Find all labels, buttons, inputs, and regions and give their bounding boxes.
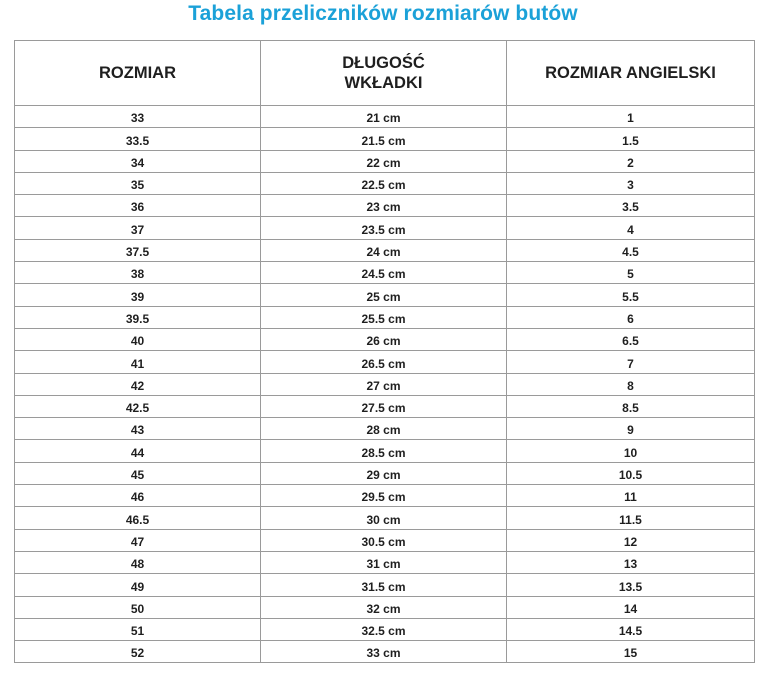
- table-row: [15, 172, 755, 194]
- cell-insole-length: 25 cm: [261, 284, 507, 306]
- cell-size: 43: [15, 418, 261, 440]
- cell-size: 42: [15, 373, 261, 395]
- cell-insole-length: 31 cm: [261, 551, 507, 573]
- cell-uk-size: 4: [507, 217, 755, 239]
- cell-uk-size: 5.5: [507, 284, 755, 306]
- cell-uk-size: 15: [507, 641, 755, 663]
- cell-uk-size: 10: [507, 440, 755, 462]
- cell-uk-size: 11: [507, 485, 755, 507]
- cell-uk-size: 13.5: [507, 574, 755, 596]
- cell-insole-length: 28 cm: [261, 418, 507, 440]
- cell-uk-size: 7: [507, 351, 755, 373]
- table-row: [15, 618, 755, 640]
- cell-size: 50: [15, 596, 261, 618]
- table-row: [15, 284, 755, 306]
- table-row: [15, 574, 755, 596]
- cell-insole-length: 26 cm: [261, 328, 507, 350]
- cell-uk-size: 8.5: [507, 395, 755, 417]
- table-row: [15, 485, 755, 507]
- cell-size: 37: [15, 217, 261, 239]
- cell-size: 45: [15, 462, 261, 484]
- cell-insole-length: 30 cm: [261, 507, 507, 529]
- cell-insole-length: 31.5 cm: [261, 574, 507, 596]
- cell-size: 35: [15, 172, 261, 194]
- cell-size: 49: [15, 574, 261, 596]
- cell-size: 44: [15, 440, 261, 462]
- cell-insole-length: 23.5 cm: [261, 217, 507, 239]
- page-title: Tabela przeliczników rozmiarów butów: [188, 2, 578, 25]
- cell-uk-size: 13: [507, 551, 755, 573]
- cell-insole-length: 22 cm: [261, 150, 507, 172]
- header-insole-length: [261, 41, 507, 106]
- table-row: [15, 106, 755, 128]
- cell-size: 34: [15, 150, 261, 172]
- cell-insole-length: 32.5 cm: [261, 618, 507, 640]
- cell-insole-length: 29 cm: [261, 462, 507, 484]
- cell-uk-size: 1.5: [507, 128, 755, 150]
- header-insole-length-line1: DŁUGOŚĆ: [342, 54, 425, 72]
- cell-size: 46: [15, 485, 261, 507]
- table-row: [15, 462, 755, 484]
- cell-uk-size: 6.5: [507, 328, 755, 350]
- cell-uk-size: 9: [507, 418, 755, 440]
- table-row: [15, 128, 755, 150]
- table-row: [15, 195, 755, 217]
- cell-insole-length: 26.5 cm: [261, 351, 507, 373]
- cell-uk-size: 12: [507, 529, 755, 551]
- table-row: [15, 596, 755, 618]
- cell-insole-length: 22.5 cm: [261, 172, 507, 194]
- cell-uk-size: 14: [507, 596, 755, 618]
- cell-insole-length: 27.5 cm: [261, 395, 507, 417]
- cell-size: 51: [15, 618, 261, 640]
- table-row: [15, 217, 755, 239]
- cell-uk-size: 8: [507, 373, 755, 395]
- table-row: [15, 395, 755, 417]
- cell-insole-length: 24 cm: [261, 239, 507, 261]
- cell-insole-length: 32 cm: [261, 596, 507, 618]
- cell-insole-length: 29.5 cm: [261, 485, 507, 507]
- header-size: ROZMIAR: [15, 41, 261, 106]
- cell-uk-size: 5: [507, 262, 755, 284]
- cell-uk-size: 10.5: [507, 462, 755, 484]
- cell-size: 52: [15, 641, 261, 663]
- table-row: [15, 351, 755, 373]
- size-conversion-table: [14, 40, 755, 663]
- cell-insole-length: 25.5 cm: [261, 306, 507, 328]
- cell-uk-size: 1: [507, 106, 755, 128]
- table-header-row: [15, 41, 755, 106]
- cell-uk-size: 3: [507, 172, 755, 194]
- cell-uk-size: 14.5: [507, 618, 755, 640]
- cell-size: 37.5: [15, 239, 261, 261]
- cell-size: 39: [15, 284, 261, 306]
- cell-insole-length: 28.5 cm: [261, 440, 507, 462]
- cell-uk-size: 2: [507, 150, 755, 172]
- table-row: [15, 551, 755, 573]
- cell-insole-length: 30.5 cm: [261, 529, 507, 551]
- table-row: [15, 328, 755, 350]
- table-row: [15, 373, 755, 395]
- table-row: [15, 641, 755, 663]
- cell-size: 36: [15, 195, 261, 217]
- cell-insole-length: 21 cm: [261, 106, 507, 128]
- table-row: [15, 306, 755, 328]
- cell-insole-length: 27 cm: [261, 373, 507, 395]
- cell-size: 47: [15, 529, 261, 551]
- table-row: [15, 418, 755, 440]
- cell-size: 39.5: [15, 306, 261, 328]
- cell-uk-size: 6: [507, 306, 755, 328]
- cell-size: 40: [15, 328, 261, 350]
- cell-insole-length: 21.5 cm: [261, 128, 507, 150]
- cell-size: 41: [15, 351, 261, 373]
- cell-size: 42.5: [15, 395, 261, 417]
- table-row: [15, 507, 755, 529]
- header-uk-size: ROZMIAR ANGIELSKI: [507, 41, 755, 106]
- table-row: [15, 529, 755, 551]
- cell-size: 46.5: [15, 507, 261, 529]
- cell-size: 33.5: [15, 128, 261, 150]
- cell-uk-size: 4.5: [507, 239, 755, 261]
- cell-insole-length: 24.5 cm: [261, 262, 507, 284]
- cell-size: 33: [15, 106, 261, 128]
- table-body: [15, 106, 755, 663]
- table-row: [15, 150, 755, 172]
- cell-uk-size: 3.5: [507, 195, 755, 217]
- table-row: [15, 262, 755, 284]
- cell-insole-length: 33 cm: [261, 641, 507, 663]
- table-row: [15, 239, 755, 261]
- table-row: [15, 440, 755, 462]
- header-insole-length-line2: WKŁADKI: [344, 74, 423, 92]
- cell-size: 48: [15, 551, 261, 573]
- cell-uk-size: 11.5: [507, 507, 755, 529]
- cell-insole-length: 23 cm: [261, 195, 507, 217]
- cell-size: 38: [15, 262, 261, 284]
